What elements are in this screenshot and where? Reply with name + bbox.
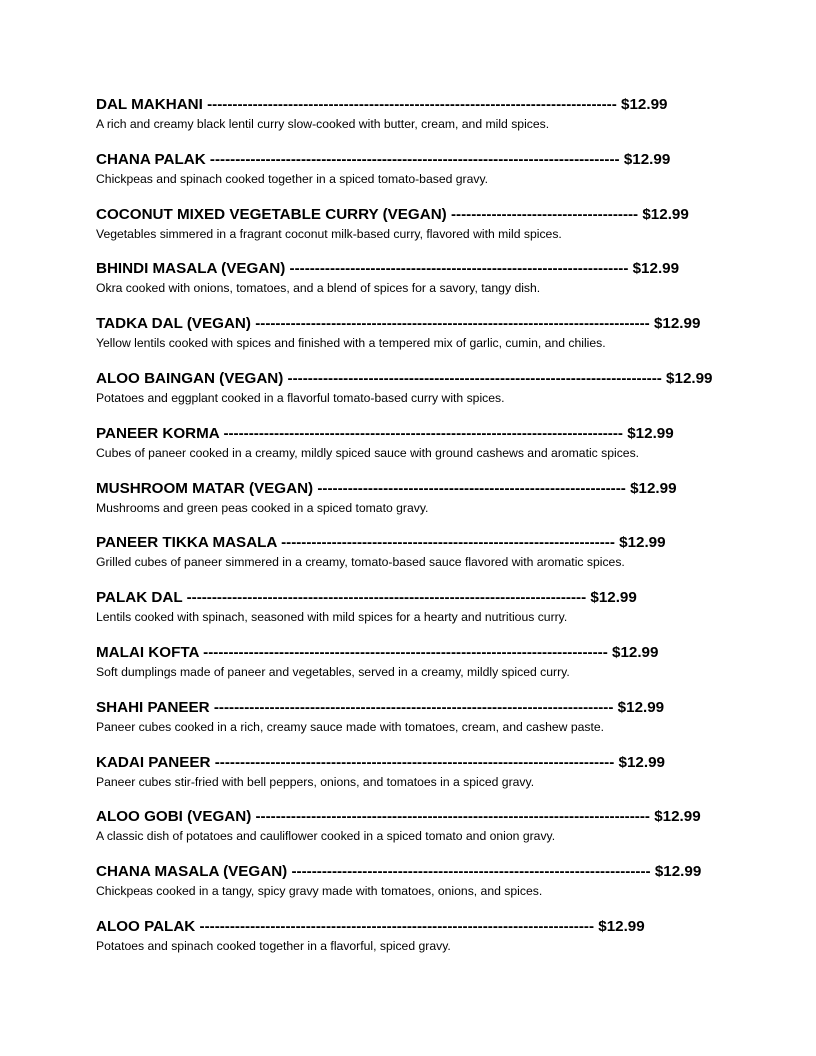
item-leader: -----------------------------------------------------------------------	[291, 863, 651, 881]
menu-item-tadka-dal	[96, 314, 776, 369]
item-title-line	[96, 259, 776, 279]
item-price: $12.99	[619, 534, 666, 552]
item-description: Yellow lentils cooked with spices and finished with a tempered mix of garlic, cumin, and chilies.	[96, 336, 606, 351]
item-title-line	[96, 862, 776, 882]
item-leader: -------------------------------------------------------------	[317, 479, 626, 497]
item-price: $12.99	[666, 369, 713, 387]
item-name: MUSHROOM MATAR (VEGAN)	[96, 479, 314, 497]
item-description: Mushrooms and green peas cooked in a spiced tomato gravy.	[96, 500, 429, 515]
item-title-line	[96, 588, 776, 608]
item-price: $12.99	[612, 643, 659, 661]
item-name: CHANA PALAK	[96, 150, 206, 168]
item-leader: ------------------------------------------------------------------------------	[255, 808, 650, 826]
item-price: $12.99	[632, 260, 680, 278]
menu-item-shahi-paneer	[96, 698, 776, 753]
item-name: PANEER TIKKA MASALA	[96, 534, 277, 552]
item-name: PALAK DAL	[96, 589, 183, 607]
item-description: Chickpeas and spinach cooked together in a spiced tomato-based gravy.	[96, 171, 489, 186]
item-title-line	[96, 205, 776, 225]
menu-item-chana-palak	[96, 150, 776, 205]
item-name: COCONUT MIXED VEGETABLE CURRY (VEGAN)	[96, 205, 447, 223]
menu-item-paneer-korma	[96, 424, 776, 479]
item-leader: --------------------------------------------------------------------------------	[203, 643, 608, 661]
item-title-line	[96, 424, 776, 444]
item-price: $12.99	[621, 96, 668, 113]
item-leader: ------------------------------------------------------------------	[281, 534, 615, 552]
item-name: KADAI PANEER	[96, 753, 211, 771]
item-name: ALOO PALAK	[96, 917, 196, 935]
menu-item-malai-kofta	[96, 643, 776, 698]
item-price: $12.99	[623, 150, 671, 168]
item-name: MALAI KOFTA	[96, 643, 199, 661]
item-description: Chickpeas cooked in a tangy, spicy gravy made with tomatoes, onions, and spices.	[96, 884, 543, 899]
item-description: A classic dish of potatoes and cauliflower cooked in a spiced tomato and onion gravy.	[96, 829, 556, 844]
item-description: Vegetables simmered in a fragrant coconut milk-based curry, flavored with mild spices.	[96, 226, 562, 241]
item-leader: ------------------------------------------------------------------------------	[199, 917, 595, 935]
item-leader: -------------------------------------------------------------------------------	[214, 753, 615, 771]
item-price: $12.99	[654, 808, 701, 826]
item-name: TADKA DAL (VEGAN)	[96, 315, 251, 333]
menu-item-kadai-paneer	[96, 753, 776, 808]
item-leader: -------------------------------------	[450, 205, 639, 223]
item-title-line	[96, 479, 776, 499]
item-price: $12.99	[642, 205, 689, 223]
item-description: Lentils cooked with spinach, seasoned with mild spices for a hearty and nutritious curry.	[96, 610, 568, 625]
item-price: $12.99	[618, 753, 665, 771]
item-title-line	[96, 643, 776, 663]
item-price: $12.99	[627, 424, 674, 442]
item-leader: -------------------------------------------------------------------	[289, 260, 629, 278]
item-description: Paneer cubes cooked in a rich, creamy sauce made with tomatoes, cream, and cashew paste.	[96, 719, 605, 734]
item-title-line	[96, 753, 776, 773]
item-price: $12.99	[653, 315, 701, 333]
item-name: SHAHI PANEER	[96, 698, 210, 716]
item-price: $12.99	[654, 863, 702, 881]
item-title-line	[96, 95, 776, 115]
menu-item-chana-masala	[96, 862, 776, 917]
item-price: $12.99	[617, 698, 665, 716]
item-title-line	[96, 533, 776, 553]
item-title-line	[96, 807, 776, 827]
item-name: CHANA MASALA (VEGAN)	[96, 863, 288, 881]
menu-item-mushroom-matar	[96, 479, 776, 534]
item-name: BHINDI MASALA (VEGAN)	[96, 260, 286, 278]
item-name: PANEER KORMA	[96, 424, 220, 442]
item-title-line	[96, 369, 776, 389]
item-title-line	[96, 917, 776, 937]
item-leader: ------------------------------------------------------------------------------	[255, 315, 650, 333]
item-description: A rich and creamy black lentil curry slow-cooked with butter, cream, and mild spices.	[96, 117, 550, 131]
item-leader: -------------------------------------------------------------------------------	[223, 424, 623, 442]
item-description: Okra cooked with onions, tomatoes, and a blend of spices for a savory, tangy dish.	[96, 281, 541, 296]
item-description: Cubes of paneer cooked in a creamy, mildly spiced sauce with ground cashews and aromatic spices.	[96, 445, 640, 460]
item-leader: ---------------------------------------------------------------------------------	[207, 96, 617, 113]
item-description: Soft dumplings made of paneer and vegetables, served in a creamy, mildly spiced curry.	[96, 664, 570, 679]
menu-item-dal-makhani	[96, 95, 776, 150]
item-leader: ---------------------------------------------------------------------------------	[209, 150, 620, 168]
menu-item-aloo-palak	[96, 917, 776, 972]
item-description: Potatoes and spinach cooked together in a flavorful, spiced gravy.	[96, 938, 451, 953]
item-price: $12.99	[590, 589, 637, 607]
item-leader: -------------------------------------------------------------------------------	[213, 698, 614, 716]
item-leader: --------------------------------------------------------------------------	[287, 369, 662, 387]
item-name: DAL MAKHANI	[96, 96, 203, 113]
item-price: $12.99	[630, 479, 677, 497]
item-description: Paneer cubes stir-fried with bell peppers, onions, and tomatoes in a spiced gravy.	[96, 774, 535, 789]
item-title-line	[96, 314, 776, 334]
menu-item-palak-dal	[96, 588, 776, 643]
menu-item-bhindi-masala	[96, 259, 776, 314]
item-title-line	[96, 150, 776, 170]
item-name: ALOO GOBI (VEGAN)	[96, 808, 252, 826]
item-price: $12.99	[598, 917, 645, 935]
menu-item-aloo-baingan	[96, 369, 776, 424]
menu-item-paneer-tikka-masala	[96, 533, 776, 588]
menu-item-aloo-gobi	[96, 807, 776, 862]
menu-item-coconut-mixed-vegetable-curry	[96, 205, 776, 260]
item-name: ALOO BAINGAN (VEGAN)	[96, 369, 284, 387]
item-title-line	[96, 698, 776, 718]
item-description: Grilled cubes of paneer simmered in a creamy, tomato-based sauce flavored with aromatic spices.	[96, 555, 625, 570]
menu-list	[96, 95, 776, 972]
item-leader: -------------------------------------------------------------------------------	[186, 589, 587, 607]
item-description: Potatoes and eggplant cooked in a flavorful tomato-based curry with spices.	[96, 390, 505, 405]
